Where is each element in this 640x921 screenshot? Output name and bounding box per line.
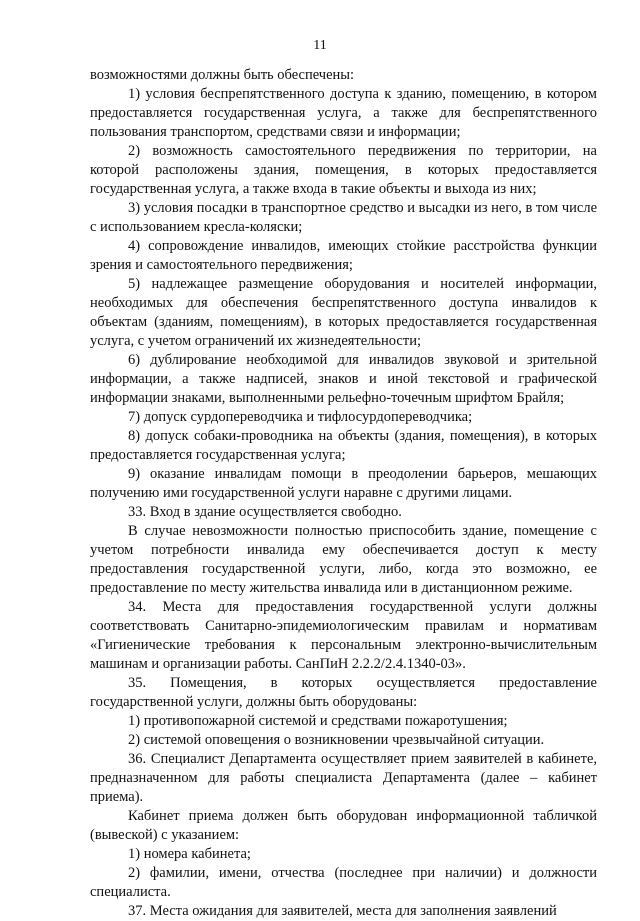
paragraph: Кабинет приема должен быть оборудован информационной табличкой (вывеской) с указанием: — [90, 808, 597, 843]
document-body — [90, 66, 597, 921]
paragraph: 36. Специалист Департамента осуществляет прием заявителей в кабинете, предназначенном для работы специалиста Департамента (далее – кабинет приема). — [90, 751, 597, 805]
paragraph: 9) оказание инвалидам помощи в преодолении барьеров, мешающих получению ими государственной услуги наравне с другими лицами. — [90, 466, 597, 501]
paragraph: 2) возможность самостоятельного передвижения по территории, на которой расположены здания, помещения, в которых предоставляется государственная услуга, а также входа в такие объекты и выхода из них; — [90, 143, 597, 197]
paragraph: 4) сопровождение инвалидов, имеющих стойкие расстройства функции зрения и самостоятельного передвижения; — [90, 238, 597, 273]
paragraph: 35. Помещения, в которых осуществляется предоставление государственной услуги, должны быть оборудованы: — [90, 675, 597, 710]
paragraph: 1) противопожарной системой и средствами пожаротушения; — [128, 713, 508, 729]
paragraph: 6) дублирование необходимой для инвалидов звуковой и зрительной информации, а также надписей, знаков и иной текстовой и графической информации знаками, выполненными рельефно-точечным шрифтом Брайля; — [90, 352, 597, 406]
paragraph: В случае невозможности полностью приспособить здание, помещение с учетом потребности инвалида ему обеспечивается доступ к месту предоставления государственной услуги, либо, когда это возможно, ее предоставление по месту жительства инвалида или в дистанционном режиме. — [90, 523, 597, 596]
paragraph: 5) надлежащее размещение оборудования и носителей информации, необходимых для обеспечения беспрепятственного доступа инвалидов к объектам (зданиям, помещениям), в которых предоставляется государственная услуга, с учетом ограничений их жизнедеятельности; — [90, 276, 597, 349]
paragraph: 3) условия посадки в транспортное средство и высадки из него, в том числе с использованием кресла-коляски; — [90, 200, 597, 235]
paragraph: 34. Места для предоставления государственной услуги должны соответствовать Санитарно-эпидемиологическим правилам и нормативам «Гигиенические требования к персональным электронно-вычислительным машинам и организации работы. СанПиН 2.2.2/2.4.1340-03». — [90, 599, 597, 672]
paragraph: 1) номера кабинета; — [128, 846, 251, 862]
paragraph: 1) условия беспрепятственного доступа к зданию, помещению, в котором предоставляется государственная услуга, а также для беспрепятственного пользования транспортом, средствами связи и информации; — [90, 86, 597, 140]
page-number: 11 — [313, 38, 327, 53]
paragraph: возможностями должны быть обеспечены: — [90, 67, 355, 83]
paragraph: 2) системой оповещения о возникновении чрезвычайной ситуации. — [128, 732, 545, 748]
paragraph: 8) допуск собаки-проводника на объекты (здания, помещения), в которых предоставляется государственная услуга; — [90, 428, 597, 463]
paragraph: 7) допуск сурдопереводчика и тифлосурдопереводчика; — [128, 409, 473, 425]
paragraph: 2) фамилии, имени, отчества (последнее при наличии) и должности специалиста. — [90, 865, 597, 900]
paragraph: 33. Вход в здание осуществляется свободно. — [128, 504, 402, 520]
paragraph: 37. Места ожидания для заявителей, места для заполнения заявлений — [128, 903, 557, 919]
